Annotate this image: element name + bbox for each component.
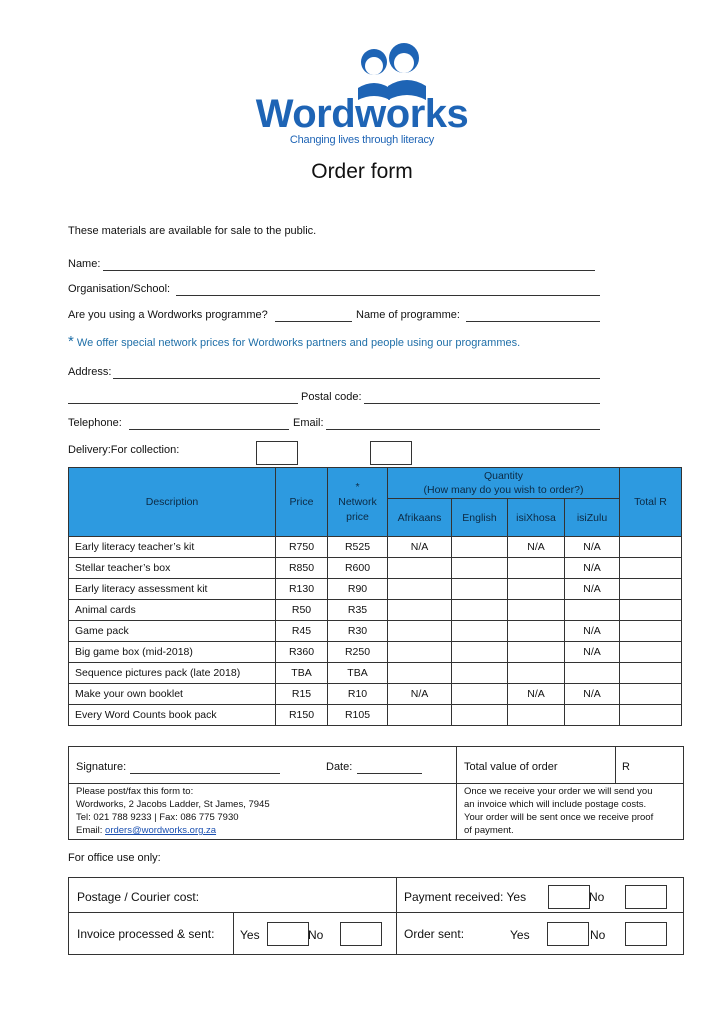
invoice-yes-label: Yes (240, 928, 260, 942)
address-label: Address: (68, 366, 112, 378)
address-field-line2[interactable] (68, 403, 298, 404)
cell-english[interactable] (452, 642, 508, 663)
quantity-line2: (How many do you wish to order?) (423, 484, 584, 497)
programme-question-label: Are you using a Wordworks programme? (68, 309, 268, 321)
total-value-label: Total value of order (464, 761, 558, 773)
cell-isizulu[interactable]: N/A (565, 621, 620, 642)
table-row (69, 537, 682, 558)
cell-total[interactable] (620, 600, 682, 621)
cell-total[interactable] (620, 558, 682, 579)
cell-description: Early literacy teacher’s kit (69, 537, 276, 558)
email-prefix: Email: (76, 825, 103, 836)
cell-isizulu[interactable]: N/A (565, 642, 620, 663)
post-line: Please post/fax this form to: (76, 786, 194, 797)
signature-box (68, 746, 684, 840)
cell-afrikaans[interactable] (388, 705, 452, 726)
post-address-block (76, 785, 270, 837)
office-use-heading: For office use only: (68, 852, 161, 864)
order-sent-yes-label: Yes (510, 928, 530, 942)
cell-isixhosa[interactable] (508, 621, 565, 642)
total-value-currency: R (622, 761, 630, 773)
cell-total[interactable] (620, 642, 682, 663)
invoice-yes-checkbox[interactable] (267, 922, 309, 946)
cell-afrikaans[interactable] (388, 600, 452, 621)
cell-description: Every Word Counts book pack (69, 705, 276, 726)
email-field[interactable] (326, 429, 600, 430)
cell-price: R850 (276, 558, 328, 579)
table-row (69, 684, 682, 705)
address-field[interactable] (113, 378, 600, 379)
intro-text: These materials are available for sale to the public. (68, 225, 317, 237)
cell-isixhosa[interactable] (508, 558, 565, 579)
cell-network: R90 (328, 579, 388, 600)
cell-network: TBA (328, 663, 388, 684)
payment-no-label: No (589, 890, 605, 904)
cell-network: R600 (328, 558, 388, 579)
date-field[interactable] (357, 773, 422, 774)
cell-isixhosa[interactable] (508, 579, 565, 600)
payment-yes-checkbox[interactable] (548, 885, 590, 909)
cell-description: Big game box (mid-2018) (69, 642, 276, 663)
collection-checkbox[interactable] (370, 441, 412, 465)
organisation-field[interactable] (176, 295, 600, 296)
network-price-header (328, 468, 388, 537)
isizulu-header: isiZulu (565, 499, 620, 537)
cell-description: Early literacy assessment kit (69, 579, 276, 600)
cell-price: R130 (276, 579, 328, 600)
cell-isizulu[interactable] (565, 663, 620, 684)
afrikaans-header: Afrikaans (388, 499, 452, 537)
order-sent-no-checkbox[interactable] (625, 922, 667, 946)
invoice-line: Your order will be sent once we receive proof (464, 812, 654, 823)
invoice-info-block (464, 785, 653, 837)
cell-description: Game pack (69, 621, 276, 642)
cell-english[interactable] (452, 663, 508, 684)
cell-isixhosa[interactable] (508, 705, 565, 726)
cell-afrikaans[interactable] (388, 558, 452, 579)
invoice-line: of payment. (464, 825, 514, 836)
network-price-note (68, 333, 520, 350)
quantity-line1: Quantity (483, 470, 524, 483)
cell-network: R105 (328, 705, 388, 726)
cell-afrikaans[interactable] (388, 579, 452, 600)
cell-price: R50 (276, 600, 328, 621)
cell-total[interactable] (620, 537, 682, 558)
order-sent-no-label: No (590, 928, 606, 942)
table-row (69, 642, 682, 663)
cell-total[interactable] (620, 705, 682, 726)
cell-network: R250 (328, 642, 388, 663)
cell-price: R360 (276, 642, 328, 663)
post-line: Tel: 021 788 9233 | Fax: 086 775 7930 (76, 812, 239, 823)
order-table (68, 467, 682, 726)
invoice-processed-label: Invoice processed & sent: (77, 927, 215, 941)
delivery-checkbox[interactable] (256, 441, 298, 465)
payment-received-label: Payment received: Yes (404, 890, 527, 904)
cell-english[interactable] (452, 600, 508, 621)
date-label: Date: (326, 761, 353, 773)
payment-no-checkbox[interactable] (625, 885, 667, 909)
table-row (69, 579, 682, 600)
cell-price: R750 (276, 537, 328, 558)
cell-isizulu[interactable] (565, 600, 620, 621)
price-header: Price (276, 468, 328, 537)
note-text: We offer special network prices for Wordworks partners and people using our programmes. (76, 337, 521, 349)
total-header: Total R (620, 468, 682, 537)
page-title: Order form (311, 160, 413, 183)
cell-network: R10 (328, 684, 388, 705)
table-row (69, 600, 682, 621)
cell-total[interactable] (620, 621, 682, 642)
network-line2: price (346, 510, 369, 523)
cell-network: R35 (328, 600, 388, 621)
cell-isixhosa[interactable]: N/A (508, 537, 565, 558)
cell-network: R30 (328, 621, 388, 642)
programme-name-label: Name of programme: (356, 309, 460, 321)
cell-isizulu[interactable]: N/A (565, 579, 620, 600)
cell-network: R525 (328, 537, 388, 558)
signature-label: Signature: (76, 761, 127, 773)
table-row (69, 705, 682, 726)
cell-price: TBA (276, 663, 328, 684)
order-sent-label: Order sent: (404, 927, 465, 941)
cell-afrikaans[interactable]: N/A (388, 684, 452, 705)
postage-label: Postage / Courier cost: (77, 890, 200, 904)
organisation-label: Organisation/School: (68, 283, 171, 295)
programme-name-field[interactable] (466, 321, 600, 322)
invoice-no-checkbox[interactable] (340, 922, 382, 946)
cell-isixhosa[interactable]: N/A (508, 684, 565, 705)
cell-english[interactable] (452, 537, 508, 558)
postal-code-field[interactable] (364, 403, 600, 404)
cell-description: Stellar teacher’s box (69, 558, 276, 579)
cell-afrikaans[interactable] (388, 642, 452, 663)
logo-tagline: Changing lives through literacy (289, 134, 435, 146)
delivery-label: Delivery:For collection: (68, 444, 180, 456)
table-row (69, 663, 682, 684)
post-email-line (76, 824, 270, 837)
network-star: * (355, 480, 360, 493)
cell-english[interactable] (452, 684, 508, 705)
note-star: * (68, 333, 74, 350)
invoice-line: an invoice which will include postage costs. (464, 799, 647, 810)
cell-english[interactable] (452, 705, 508, 726)
cell-isixhosa[interactable] (508, 600, 565, 621)
cell-afrikaans[interactable]: N/A (388, 537, 452, 558)
cell-price: R45 (276, 621, 328, 642)
cell-total[interactable] (620, 684, 682, 705)
cell-description: Make your own booklet (69, 684, 276, 705)
cell-english[interactable] (452, 579, 508, 600)
post-line: Wordworks, 2 Jacobs Ladder, St James, 7945 (76, 799, 270, 810)
telephone-field[interactable] (129, 429, 289, 430)
table-row (69, 621, 682, 642)
english-header: English (452, 499, 508, 537)
email-link[interactable]: orders@wordworks.org.za (105, 825, 217, 836)
cell-description: Animal cards (69, 600, 276, 621)
postal-code-label: Postal code: (301, 391, 362, 403)
email-label: Email: (293, 417, 324, 429)
cell-description: Sequence pictures pack (late 2018) (69, 663, 276, 684)
order-sent-yes-checkbox[interactable] (547, 922, 589, 946)
office-use-box (68, 877, 684, 955)
cell-english[interactable] (452, 558, 508, 579)
network-line1: Network (338, 495, 377, 508)
cell-total[interactable] (620, 579, 682, 600)
cell-afrikaans[interactable] (388, 663, 452, 684)
invoice-no-label: No (308, 928, 324, 942)
signature-field[interactable] (130, 773, 280, 774)
cell-english[interactable] (452, 621, 508, 642)
cell-isizulu[interactable]: N/A (565, 684, 620, 705)
name-field[interactable] (103, 270, 595, 271)
cell-afrikaans[interactable] (388, 621, 452, 642)
cell-isizulu[interactable] (565, 705, 620, 726)
cell-isixhosa[interactable] (508, 663, 565, 684)
cell-isizulu[interactable]: N/A (565, 537, 620, 558)
cell-isizulu[interactable]: N/A (565, 558, 620, 579)
description-header: Description (69, 468, 276, 537)
isixhosa-header: isiXhosa (508, 499, 565, 537)
cell-price: R150 (276, 705, 328, 726)
table-row (69, 558, 682, 579)
logo-wordmark: Wordworks (255, 92, 469, 136)
name-label: Name: (68, 258, 101, 270)
programme-answer-field[interactable] (275, 321, 352, 322)
invoice-line: Once we receive your order we will send you (464, 786, 653, 797)
cell-isixhosa[interactable] (508, 642, 565, 663)
cell-total[interactable] (620, 663, 682, 684)
telephone-label: Telephone: (68, 417, 122, 429)
quantity-header (388, 468, 620, 499)
cell-price: R15 (276, 684, 328, 705)
